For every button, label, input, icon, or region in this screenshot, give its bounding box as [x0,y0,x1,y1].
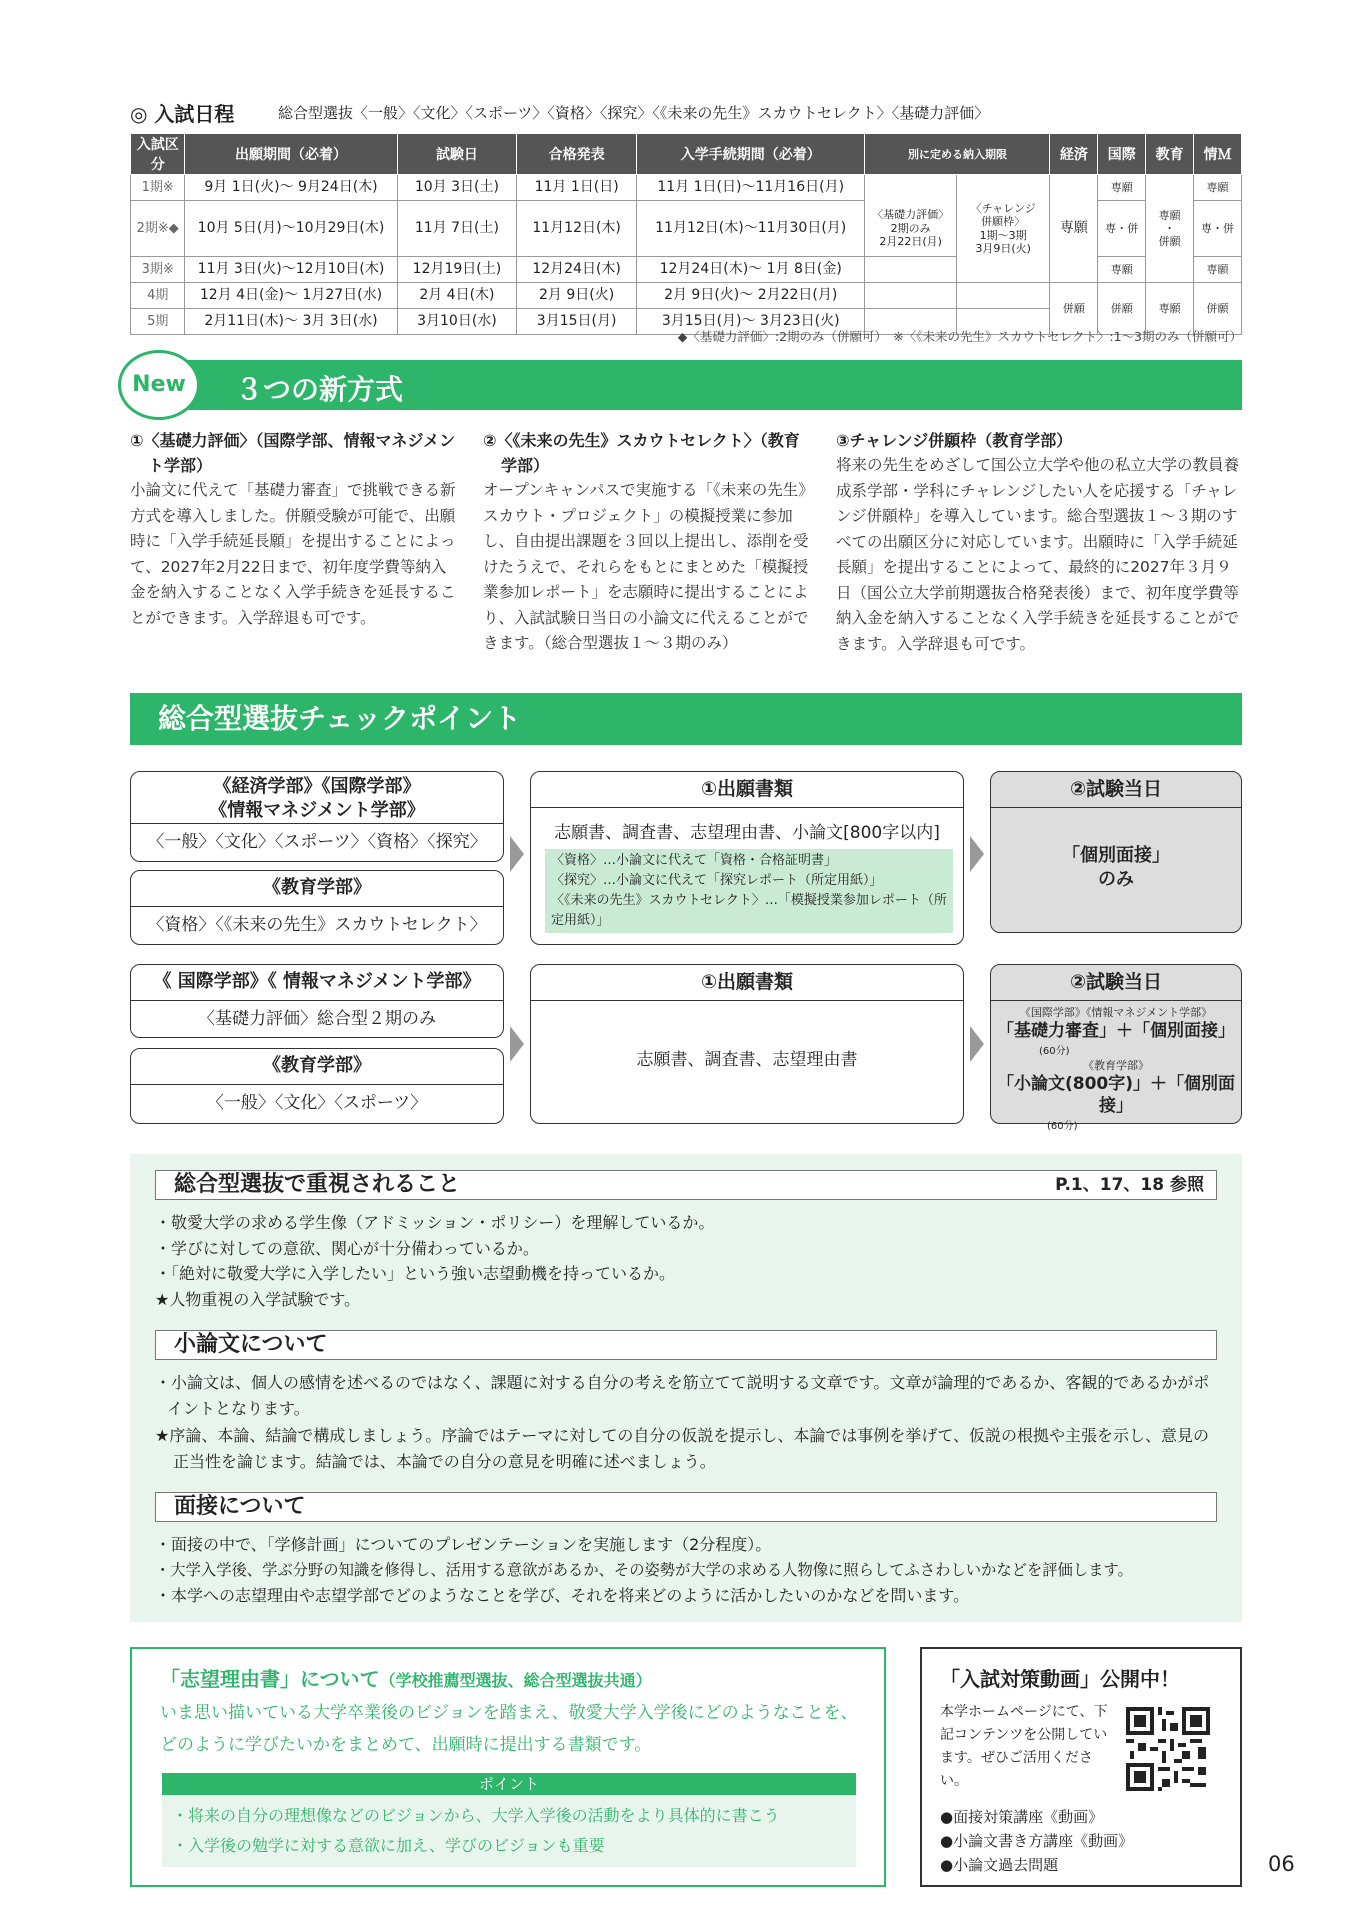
procedure-cell: 2月 9日(火)～ 2月22日(月) [636,283,865,309]
jm-cell: 専・併 [1194,201,1242,257]
new-badge: New [118,350,200,420]
jm-cell: 併願 [1194,283,1242,335]
apply-cell: 2月11日(木)～ 3月 3日(水) [185,309,397,335]
shibo-title-sub: （学校推薦型選抜、総合型選抜共通） [379,1671,652,1690]
result-cell: 12月24日(木) [517,257,637,283]
new-section-title: ３つの新方式 [235,373,404,406]
exam-cell: 3月10日(水) [397,309,517,335]
day2-head: ②試験当日 [991,965,1241,1001]
list-item: ・面接の中で、「学修計画」についてのプレゼンテーションを実施します（2分程度）。 [155,1535,772,1554]
exam-cell: 10月 3日(土) [397,175,517,201]
day2-b: 「小論文(800字)」＋「個別面接」 [996,1074,1236,1116]
schedule-subheading: 総合型選抜〈一般〉〈文化〉〈スポーツ〉〈資格〉〈探究〉〈《未来の先生》スカウトセレクト〉〈基礎力評価〉 [278,104,990,122]
docs2-main: 志願書、調査書、志望理由書 [636,1050,858,1070]
day2-a-label: 《国際学部》《情報マネジメント学部》 [1019,1006,1213,1019]
exam-cell: 12月19日(土) [397,257,517,283]
g1-dept: 《経済学部》《国際学部》 《情報マネジメント学部》 [131,772,503,824]
s1-header [155,1170,1217,1200]
day2-b-time: (60分) [1047,1121,1078,1132]
th-period: 入試区分 [131,134,185,175]
result-cell: 11月12日(木) [517,201,637,257]
period-cell: 5期 [131,309,185,335]
new-col-2 [483,428,813,657]
schedule-header-row [131,134,1242,175]
th-jm: 情Ｍ [1194,134,1242,175]
video-list [940,1805,1133,1877]
th-deadline: 別に定める納入期限 [865,134,1050,175]
arrow-icon [970,836,984,872]
day2-b-label: 《教育学部》 [1083,1059,1149,1072]
g4-dept: 《教育学部》 [131,1049,503,1085]
apply-cell: 10月 5日(月)～10月29日(木) [185,201,397,257]
list-item: ・「絶対に敬愛大学に入学したい」という強い志望動機を持っているか。 [155,1264,676,1283]
table-row [131,283,1242,309]
list-item: ・本学への志望理由や志望学部でどのようなことを学び、それを将来どのように活かしたいのかなどを問います。 [155,1586,970,1605]
procedure-cell: 3月15日(月)～ 3月23日(火) [636,309,865,335]
day-head: ②試験当日 [991,772,1241,808]
jm-cell: 専願 [1194,175,1242,201]
list-item: ・入学後の勉学に対する意欲に加え、学びのビジョンも重要 [172,1836,605,1855]
docs-head: ①出願書類 [531,772,963,808]
day2-a: 「基礎力審査」＋「個別面接」 [997,1021,1235,1041]
g2-type: 〈資格〉〈《未来の先生》スカウトセレクト〉 [147,915,487,935]
list-item: ・学びに対しての意欲、関心が十分備わっているか。 [155,1238,539,1258]
g2-box [130,870,504,945]
list-item: ・敬愛大学の求める学生像（アドミッション・ポリシー）を理解しているか。 [155,1213,715,1232]
list-item: ・小論文は、個人の感情を述べるのではなく、課題に対する自分の考えを筋立てて説明する文章です。文章が論理的であるか、客観的であるかがポイントとなります。 [155,1373,1210,1418]
g1-type: 〈一般〉〈文化〉〈スポーツ〉〈資格〉〈探究〉 [147,832,487,852]
shibo-body: いま思い描いている大学卒業後のビジョンを踏まえ、敬愛大学入学後にどのようなことを、どのように学びたいかをまとめて、出願時に提出する書類です。 [160,1703,858,1755]
list-item: ・大学入学後、学ぶ分野の知識を修得し、活用する意欲があるか、その姿勢が大学の求める人物像に照らしてふさわしいかなどを評価します。 [155,1560,1133,1579]
th-kyoiku: 教育 [1146,134,1194,175]
exam-cell: 11月 7日(土) [397,201,517,257]
procedure-cell: 12月24日(木)～ 1月 8日(金) [636,257,865,283]
new-col-3 [836,428,1242,657]
new-col-2-title: ②〈《未来の先生》スカウトセレクト〉（教育学部） [483,431,800,475]
new-col-1-title: ①〈基礎力評価〉（国際学部、情報マネジメント学部） [130,431,456,475]
checkpoint-bar: 総合型選抜チェックポイント [130,693,1242,745]
g3-box [130,964,504,1038]
list-item[interactable]: ●面接対策講座《動画》 [940,1808,1104,1826]
jm-cell: 専願 [1194,257,1242,283]
kokusai-cell: 専願 [1098,175,1146,201]
result-cell: 3月15日(月) [517,309,637,335]
new-col-2-body: オープンキャンパスで実施する「《未来の先生》スカウト・プロジェクト」の模擬授業に参加し、自由提出課題を３回以上提出し、添削を受けたうえで、それらをもとにまとめた「模擬授業参加レポート」を志願時に提出することにより、入試試験日当日の小論文に代えることができます。（総合型選抜１～３期のみ） [483,481,809,652]
arrow-icon [510,1026,524,1062]
s1-list [155,1210,1217,1312]
new-col-1-body: 小論文に代えて「基礎力審査」で挑戦できる新方式を導入しました。併願受験が可能で、出願時に「入学手続延長願」を提出することによって、2027年2月22日まで、初年度学費等納入金を納入することなく入学手続きを延長することができます。入学辞退も可です。 [130,481,456,627]
s2-header: 小論文について [155,1330,1217,1360]
day2-box [990,964,1242,1132]
s2-list [155,1370,1217,1474]
shibo-title: 「志望理由書」について [160,1667,380,1691]
th-apply: 出願期間（必着） [185,134,397,175]
th-keizai: 経済 [1050,134,1098,175]
procedure-cell: 11月 1日(日)～11月16日(月) [636,175,865,201]
video-box [920,1647,1242,1887]
kyoiku-cell: 専願 ・ 併願 [1146,175,1194,283]
video-title: 「入試対策動画」公開中！ [940,1667,1180,1691]
s1-title: 総合型選抜で重視されること [174,1172,461,1197]
list-item: ・将来の自分の理想像などのビジョンから、大学入学後の活動をより具体的に書こう [172,1806,780,1825]
s1-ref: P.1、17、18 参照 [1055,1175,1204,1195]
keizai-cell: 併願 [1050,283,1098,335]
deadline-challenge: 〈チャレンジ 併願枠〉 1期～3期 3月9日(火) [956,175,1050,283]
video-body: 本学ホームページにて、下記コンテンツを公開しています。ぜひご活用ください。 [940,1704,1108,1789]
shibo-points [162,1795,856,1867]
arrow-icon [510,836,524,872]
table-row [131,175,1242,201]
procedure-cell: 11月12日(木)～11月30日(月) [636,201,865,257]
period-cell: 1期※ [131,175,185,201]
page-number: 06 [1268,1852,1295,1876]
period-cell: 3期※ [131,257,185,283]
g3-dept: 《 国際学部》《 情報マネジメント学部》 [131,965,503,1001]
th-exam: 試験日 [397,134,517,175]
list-item[interactable]: ●小論文書き方講座《動画》 [940,1832,1134,1850]
th-result: 合格発表 [517,134,637,175]
new-col-3-title: ③チャレンジ併願枠（教育学部） [836,431,1073,450]
kokusai-cell: 併願 [1098,283,1146,335]
g4-box [130,1048,504,1124]
qr-code-icon[interactable] [1126,1707,1210,1791]
result-cell: 2月 9日(火) [517,283,637,309]
new-col-3-body: 将来の先生をめざして国公立大学や他の私立大学の教員養成系学部・学科にチャレンジしたい人を応援する「チャレンジ併願枠」を導入しています。総合型選抜１～３期のすべての出願区分に対応しています。出願時に「入学手続延長願」を提出することによって、最終的に2027年３月９日（国公立大学前期選抜合格発表後）まで、初年度学費等納入金を納入することなく入学手続きを延長することができます。入学辞退も可です。 [836,456,1240,653]
kokusai-cell: 専願 [1098,257,1146,283]
period-cell: 4期 [131,283,185,309]
result-cell: 11月 1日(日) [517,175,637,201]
docs2-head: ①出願書類 [531,965,963,1001]
g2-dept: 《教育学部》 [131,871,503,907]
list-item: ★人物重視の入学試験です。 [155,1289,361,1309]
new-col-1 [130,428,460,631]
deadline-kiso: 〈基礎力評価〉 2期のみ 2月22日(月) [865,201,956,257]
apply-cell: 9月 1日(火)～ 9月24日(木) [185,175,397,201]
schedule-table [130,133,1242,335]
period-cell: 2期※◆ [131,201,185,257]
th-procedure: 入学手続期間（必着） [636,134,865,175]
shibo-point-label: ポイント [162,1773,856,1795]
th-kokusai: 国際 [1098,134,1146,175]
shibo-box [130,1647,886,1887]
schedule-heading: ◎ 入試日程 [130,102,235,126]
exam-cell: 2月 4日(木) [397,283,517,309]
g3-type: 〈基礎力評価〉総合型２期のみ [198,1009,436,1029]
g1-box [130,771,504,862]
docs-main: 志願書、調査書、志望理由書、小論文[800字以内] [554,823,940,843]
schedule-note: ◆〈基礎力評価〉:2期のみ（併願可） ※〈《未来の先生》スカウトセレクト〉:1～3期のみ（併願可） [677,329,1242,344]
g4-type: 〈一般〉〈文化〉〈スポーツ〉 [206,1093,428,1113]
day-box [990,771,1242,933]
day2-a-time: (60分) [1039,1046,1070,1057]
apply-cell: 11月 3日(火)～12月10日(木) [185,257,397,283]
keizai-cell: 専願 [1050,175,1098,283]
new-section-bar [130,360,1242,410]
kyoiku-cell: 専願 [1146,283,1194,335]
day-body: 「個別面接」 のみ [1062,845,1170,890]
list-item: ★序論、本論、結論で構成しましょう。序論ではテーマに対しての自分の仮説を提示し、本論では事例を挙げて、仮説の根拠や主張を示し、意見の正当性を論じます。結論では、本論での自分の意見を明確に述べましょう。 [155,1426,1210,1471]
kokusai-cell: 専・併 [1098,201,1146,257]
arrow-icon [970,1026,984,1062]
list-item[interactable]: ●小論文過去問題 [940,1856,1059,1874]
docs-box [530,771,964,945]
docs2-box [530,964,964,1124]
docs-notes: 〈資格〉…小論文に代えて「資格・合格証明書」 〈探究〉…小論文に代えて「探究レポート（所定用紙）」 〈《未来の先生》スカウトセレクト〉…「模擬授業参加レポート（所定用紙）」 [545,849,953,933]
s3-list [155,1532,1225,1609]
s3-header: 面接について [155,1492,1217,1522]
apply-cell: 12月 4日(金)～ 1月27日(水) [185,283,397,309]
shibo-title-row [160,1663,652,1692]
